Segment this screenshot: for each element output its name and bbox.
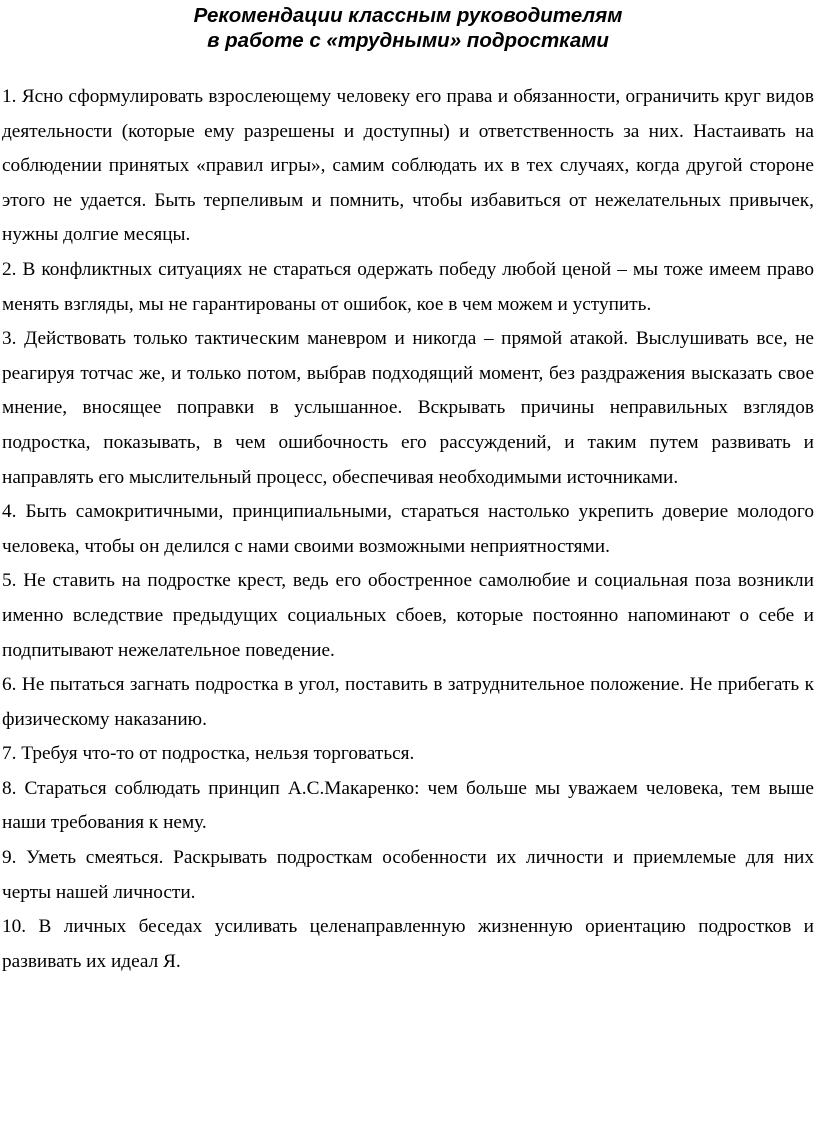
document-title	[2, 3, 814, 53]
recommendation-item: 10. В личных беседах усиливать целенаправленную жизненную ориентацию подростков и развивать их идеал Я.	[2, 916, 814, 972]
title-line-2: в работе с «трудными» подростками	[207, 29, 609, 52]
recommendation-item: 8. Стараться соблюдать принцип А.С.Макаренко: чем больше мы уважаем человека, тем выше наши требования к нему.	[2, 777, 814, 834]
recommendation-item: 9. Уметь смеяться. Раскрывать подросткам особенности их личности и приемлемые для них черты нашей личности.	[2, 847, 814, 903]
recommendation-item: 6. Не пытаться загнать подростка в угол, поставить в затруднительное положение. Не прибегать к физическому наказанию.	[2, 674, 814, 730]
recommendation-item: 5. Не ставить на подростке крест, ведь его обостренное самолюбие и социальная поза возникли именно вследствие предыдущих социальных сбоев, которые постоянно напоминают о себе и подпитывают нежелательное поведение.	[2, 570, 814, 661]
recommendation-item: 2. В конфликтных ситуациях не стараться одержать победу любой ценой – мы тоже имеем право менять взгляды, мы не гарантированы от ошибок, кое в чем можем и уступить.	[2, 258, 814, 315]
recommendation-item: 4. Быть самокритичными, принципиальными, стараться настолько укрепить доверие молодого человека, чтобы он делился с нами своими возможными неприятностями.	[2, 501, 814, 557]
recommendation-item: 1. Ясно сформулировать взрослеющему человеку его права и обязанности, ограничить круг видов деятельности (которые ему разрешены и доступны) и ответственность за них. Настаивать на соблюдении принятых «правил игры», самим соблюдать их в тех случаях, когда другой стороне этого не удается. Быть терпеливым и помнить, чтобы избавиться от нежелательных привычек, нужны долгие месяцы.	[2, 86, 814, 246]
recommendations-list	[2, 80, 814, 979]
title-line-1: Рекомендации классным руководителям	[193, 4, 623, 27]
recommendation-item: 3. Действовать только тактическим маневром и никогда – прямой атакой. Выслушивать все, не реагируя тотчас же, и только потом, выбрав подходящий момент, без раздражения высказать свое мнение, вносящее поправки в услышанное. Вскрывать причины неправильных взглядов подростка, показывать, в чем ошибочность его рассуждений, и таким путем развивать и направлять его мыслительный процесс, обеспечивая необходимыми источниками.	[2, 328, 814, 488]
recommendation-item: 7. Требуя что-то от подростка, нельзя торговаться.	[2, 743, 415, 765]
